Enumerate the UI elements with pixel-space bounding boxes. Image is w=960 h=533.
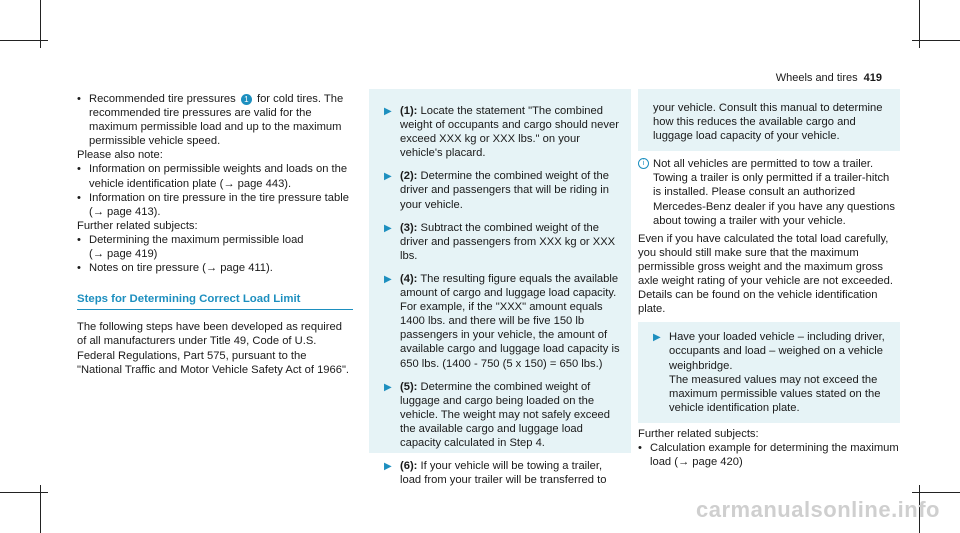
page-link[interactable]: (→ page 419) (89, 248, 158, 261)
further-subjects: Further related subjects: (77, 219, 198, 232)
list-item: • Calculation example for determining the maximum load (→ page 420) (638, 441, 899, 469)
step-box (638, 322, 900, 423)
page-link[interactable]: (→ page 420) (674, 456, 743, 469)
list-item: • Notes on tire pressure (→ page 411). (77, 262, 273, 275)
crop-mark (912, 40, 960, 41)
step-result: The measured values may not exceed the maximum permissible values stated on the vehicle identification plate. (669, 373, 881, 414)
section-heading: Steps for Determining Correct Load Limit (77, 293, 301, 306)
page-link[interactable]: (→ page 443). (219, 177, 292, 190)
page-link[interactable]: (→ page 413). (89, 205, 161, 218)
step-item: ▶ Have your loaded vehicle – including driver, occupants and load – weighed on a vehicle weighbridge. (653, 331, 885, 372)
info-icon: i (638, 158, 649, 169)
list-item: • Recommended tire pressures 1 for cold tires. The recommended tire pressures are valid for the maximum permissible load and up to the maximum permissible vehicle speed. (77, 93, 344, 148)
step-arrow-icon: ▶ (384, 171, 392, 183)
crop-mark (0, 492, 48, 493)
body-paragraph: Even if you have calculated the total load carefully, you should still make sure that the maximum permissible gross weight and the maximum gross axle weight rating of your vehicle are not exceeded. Details can be found on the vehicle identification plate. (638, 232, 893, 316)
please-note: Please also note: (77, 149, 163, 162)
column-steps (369, 89, 631, 487)
step-item: ▶ (6): If your vehicle will be towing a trailer, load from your trailer will be transferred to (384, 460, 607, 487)
note-item: i Not all vehicles are permitted to tow a trailer. Towing a trailer is only permitted if a trailer-hitch is installed. Please consult an authorized Mercedes-Benz dealer if you have any questions about towing a trailer with your vehicle. (638, 157, 900, 227)
list-item: • Determining the maximum permissible load (→ page 419) (77, 233, 304, 261)
list-item: • Information on tire pressure in the tire pressure table (→ page 413). (77, 191, 349, 218)
crop-mark (0, 40, 48, 41)
page-link[interactable]: (→ page 411). (202, 262, 273, 275)
running-header (776, 72, 882, 84)
heading-rule (77, 309, 353, 310)
list-item: • Information on permissible weights and loads on the vehicle identification plate (→ page 443). (77, 163, 348, 190)
step-item: ▶ (3): Subtract the combined weight of the driver and passengers from XXX kg or XXX lbs. (384, 221, 616, 262)
step-item: ▶ (1): Locate the statement "The combined weight of occupants and cargo should never exceed XXX kg or XXX lbs." on your vehicle's placard. (384, 105, 619, 160)
step-item: ▶ (5): Determine the combined weight of luggage and cargo being loaded on the vehicle. The weight may not safely exceed the available cargo and luggage load capacity calculated in Step 4. (384, 380, 610, 449)
intro-paragraph: The following steps have been developed as required of all manufacturers under Title 49, Code of U.S. Federal Regulations, Part 575, pursuant to the "National Traffic and Motor Vehicle Safety Act of 1966". (77, 321, 350, 376)
callout-marker-icon: 1 (241, 94, 252, 105)
step-arrow-icon: ▶ (384, 106, 392, 117)
watermark: carmanualsonline.info (696, 497, 940, 522)
page-number: 419 (863, 72, 882, 84)
step-arrow-icon: ▶ (384, 461, 392, 473)
step-arrow-icon: ▶ (384, 381, 392, 393)
step-arrow-icon: ▶ (384, 222, 392, 234)
step-item: ▶ (2): Determine the combined weight of the driver and passengers that will be riding in your vehicle. (384, 170, 609, 211)
step-arrow-icon: ▶ (653, 332, 661, 344)
continued-text: your vehicle. Consult this manual to determine how this reduces the available cargo and luggage load capacity of your vehicle. (653, 102, 883, 143)
step-item: ▶ (4): The resulting figure equals the available amount of cargo and luggage load capacity. For example, if the "XXX" amount equals 1400 lbs. and there will be five 150 lb passengers in your vehicle, the amount of available cargo and luggage load capacity is 650 lbs. (1400 - 750 (5 x 150) = 650 lbs.) (384, 272, 620, 370)
column-left (77, 92, 352, 377)
section-title: Wheels and tires (775, 72, 858, 84)
further-subjects: Further related subjects: (638, 427, 759, 440)
crop-mark (912, 492, 960, 493)
continued-step-box (638, 89, 900, 151)
step-arrow-icon: ▶ (384, 273, 392, 285)
column-right (638, 89, 900, 469)
